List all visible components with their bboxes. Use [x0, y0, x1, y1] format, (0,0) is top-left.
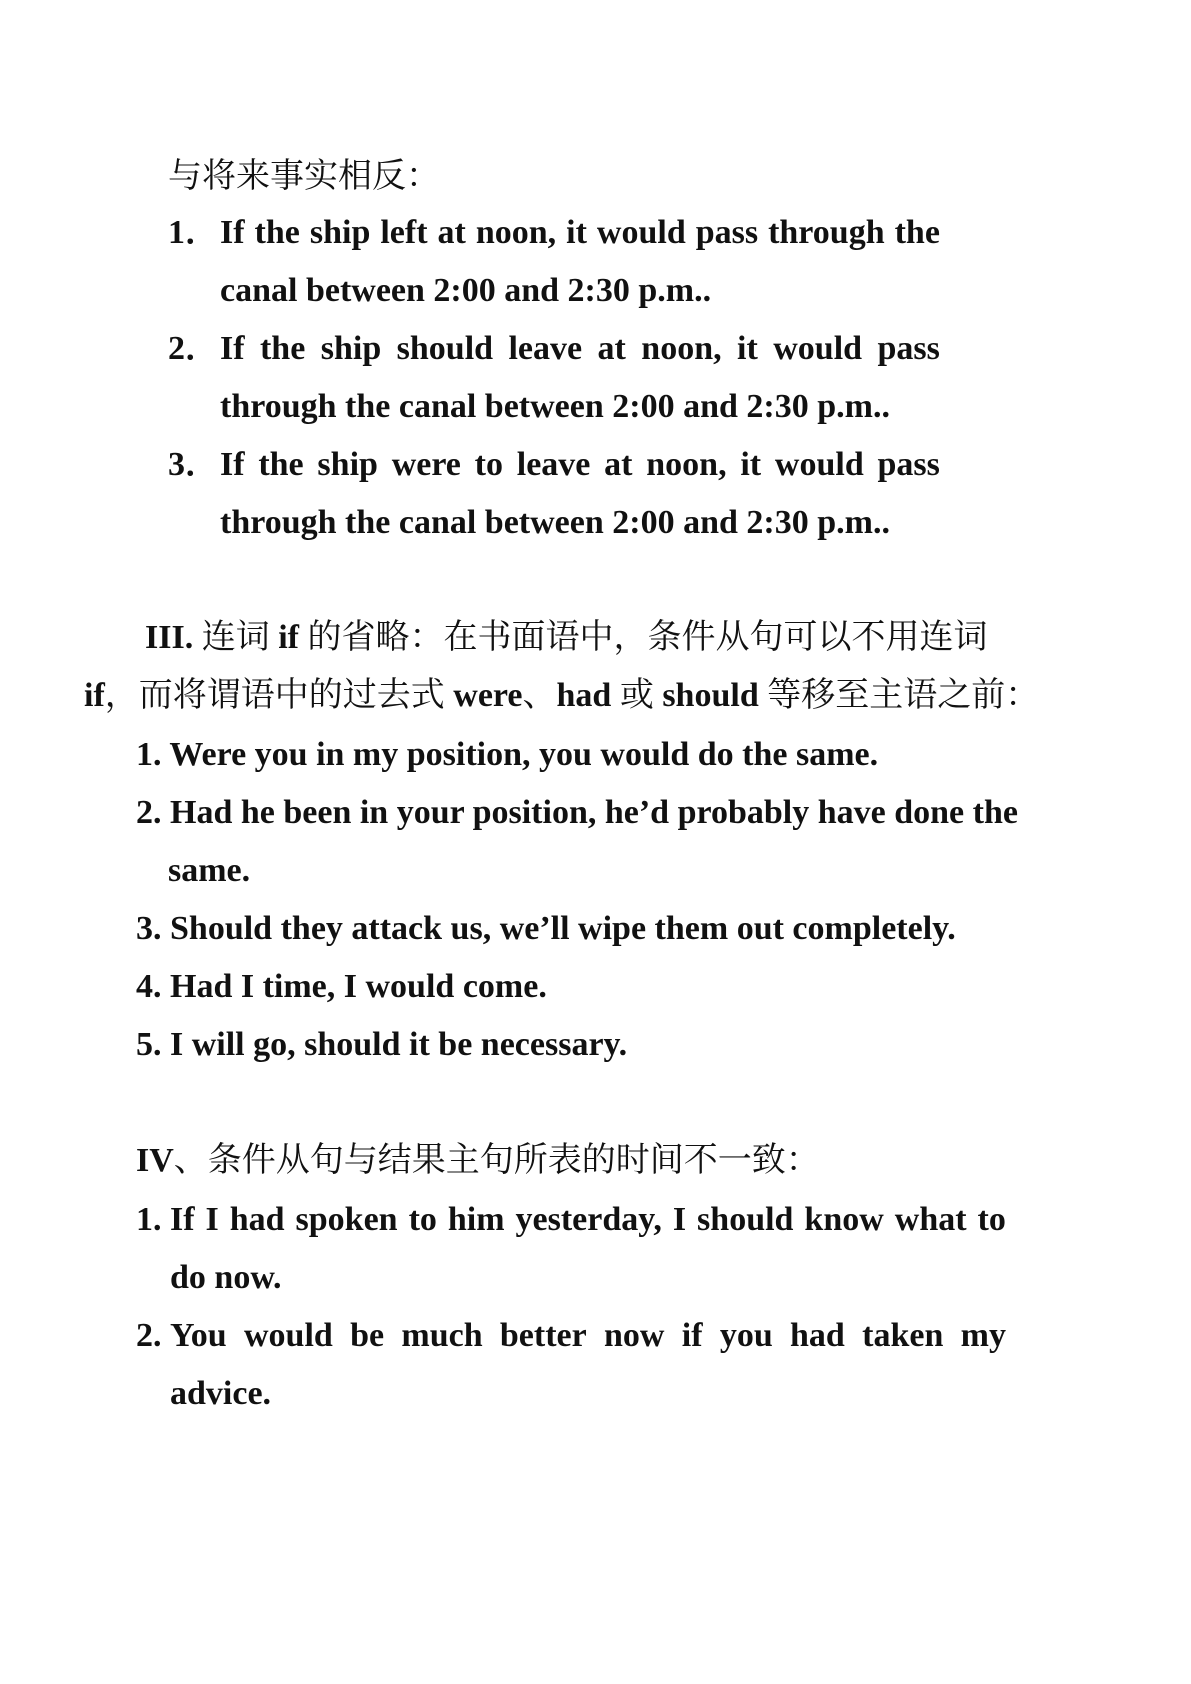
- future-item-2-number: 2．: [168, 330, 219, 367]
- future-item-2-line2: through the canal between 2:00 and 2:30 p.m..: [220, 388, 890, 425]
- section-iii-item-2: 2. Had he been in your position, he’d probably have done the: [136, 794, 1018, 831]
- future-item-1-line1: If the ship left at noon, it would pass through the: [220, 214, 940, 251]
- future-item-1-line2: canal between 2:00 and 2:30 p.m..: [220, 272, 712, 309]
- section-iii-item-4: 4. Had I time, I would come.: [136, 968, 547, 1005]
- future-item-3-line1: If the ship were to leave at noon, it would pass: [220, 446, 940, 483]
- section-iv-heading: IV、条件从句与结果主句所表的时间不一致：: [136, 1142, 820, 1179]
- future-heading: 与将来事实相反：: [168, 158, 440, 195]
- section-iv-item-2-line2: advice.: [170, 1375, 272, 1412]
- future-item-2-line1: If the ship should leave at noon, it would pass: [220, 330, 940, 367]
- future-item-3-number: 3．: [168, 446, 219, 483]
- section-iii-item-2-cont: same.: [168, 852, 251, 889]
- section-iv-item-1-line2: do now.: [170, 1259, 282, 1296]
- future-item-1-number: 1．: [168, 214, 219, 251]
- section-iii-item-1: 1. Were you in my position, you would do the same.: [136, 736, 879, 773]
- section-iii-item-5: 5. I will go, should it be necessary.: [136, 1026, 628, 1063]
- section-iii-item-3: 3. Should they attack us, we’ll wipe them out completely.: [136, 910, 956, 947]
- section-iv-item-1-line1: If I had spoken to him yesterday, I should know what to: [170, 1201, 1006, 1238]
- section-iii-heading-line2: if，而将谓语中的过去式 were、had 或 should 等移至主语之前：: [84, 677, 1040, 714]
- section-iii-heading-line1: III. 连词 if 的省略：在书面语中，条件从句可以不用连词: [145, 619, 988, 656]
- section-iv-item-2-number: 2.: [136, 1317, 162, 1354]
- section-iv-item-2-line1: You would be much better now if you had taken my: [170, 1317, 1006, 1354]
- section-iv-item-1-number: 1.: [136, 1201, 162, 1238]
- future-item-3-line2: through the canal between 2:00 and 2:30 p.m..: [220, 504, 890, 541]
